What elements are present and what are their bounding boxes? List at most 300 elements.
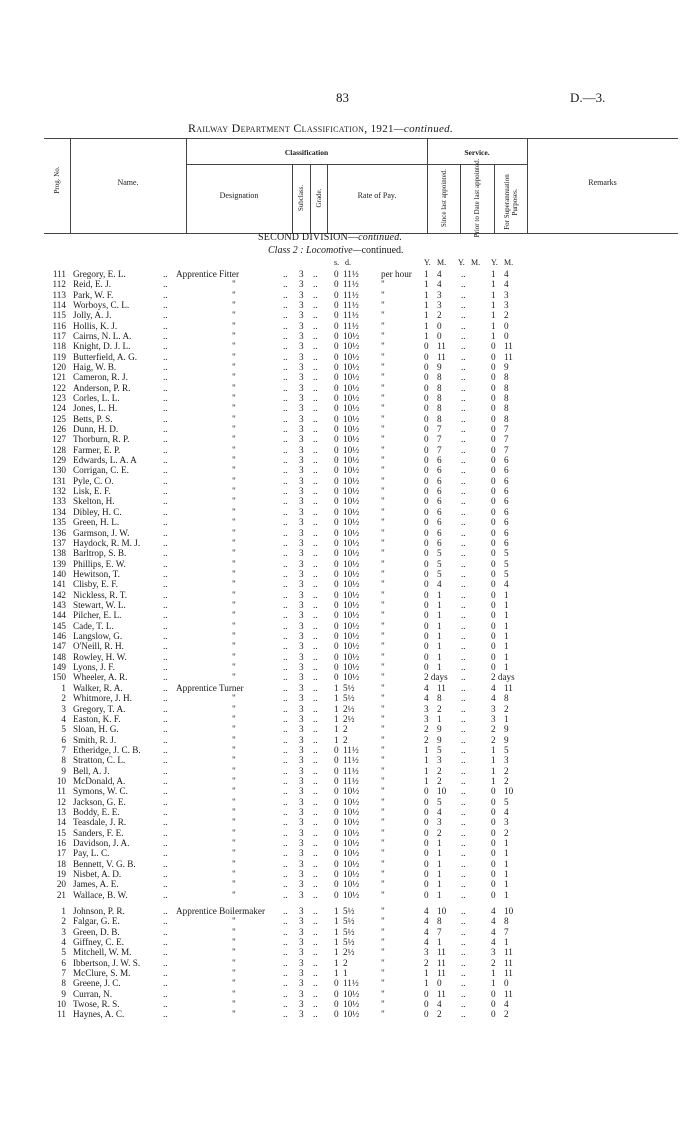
table-row <box>0 517 700 528</box>
designation-ditto: " <box>232 916 236 927</box>
prog-no: 2 <box>61 693 66 704</box>
pay-pence: 10½ <box>343 641 360 652</box>
leader-dots: .. <box>313 527 318 538</box>
subclass: 3 <box>299 351 304 362</box>
pay-unit: " <box>381 506 385 517</box>
super-months: 1 <box>504 599 509 610</box>
prog-no: 10 <box>56 999 66 1010</box>
designation-ditto: " <box>232 999 236 1010</box>
service-months: 6 <box>437 537 442 548</box>
leader-dots: .. <box>283 599 288 610</box>
designation-ditto: " <box>232 926 236 937</box>
leader-dots: .. <box>461 848 466 859</box>
pay-unit: " <box>381 465 385 476</box>
designation-ditto: " <box>232 755 236 766</box>
subclass: 3 <box>299 568 304 579</box>
employee-name: Garmson, J. W. <box>73 527 130 538</box>
service-months: 2 <box>437 776 442 787</box>
pay-unit: " <box>381 683 385 693</box>
service-years: 1 <box>424 331 429 342</box>
designation-ditto: " <box>232 517 236 528</box>
pay-shillings: 0 <box>334 879 339 890</box>
service-months: 9 <box>437 734 442 745</box>
leader-dots: .. <box>283 1009 288 1020</box>
prog-no: 17 <box>56 848 66 859</box>
super-years: 0 <box>491 620 496 631</box>
subclass: 3 <box>299 889 304 900</box>
pay-shillings: 0 <box>334 568 339 579</box>
service-years: 4 <box>424 937 429 948</box>
service-years: 1 <box>424 279 429 290</box>
subclass: 3 <box>299 926 304 937</box>
designation-ditto: " <box>232 289 236 300</box>
pay-unit: " <box>381 331 385 342</box>
leader-dots: .. <box>283 403 288 414</box>
leader-dots: .. <box>283 776 288 787</box>
leader-dots: .. <box>283 434 288 445</box>
table-row <box>0 838 700 849</box>
service-months: 1 <box>437 661 442 672</box>
leader-dots: .. <box>283 745 288 756</box>
designation-ditto: " <box>232 714 236 725</box>
pay-shillings: 0 <box>334 889 339 900</box>
table-row <box>0 797 700 808</box>
service-years: 0 <box>424 568 429 579</box>
prog-no: 116 <box>52 320 66 331</box>
designation-ditto: " <box>232 988 236 999</box>
prog-no: 115 <box>52 310 66 321</box>
pay-pence: 10½ <box>343 889 360 900</box>
super-years: 1 <box>491 978 496 989</box>
leader-dots: .. <box>283 527 288 538</box>
service-years: 4 <box>424 906 429 916</box>
service-months: 0 <box>437 978 442 989</box>
super-months: 6 <box>504 496 509 507</box>
employee-name: Farmer, E. P. <box>73 444 121 455</box>
leader-dots: .. <box>313 968 318 979</box>
employee-name: Bennett, V. G. B. <box>73 858 136 869</box>
designation-ditto: " <box>232 879 236 890</box>
service-years: 0 <box>424 496 429 507</box>
pay-shillings: 0 <box>334 672 339 683</box>
page-number: 83 <box>336 90 349 105</box>
leader-dots: .. <box>163 362 168 373</box>
table-row <box>0 600 700 611</box>
employee-name: Green, D. B. <box>73 926 120 937</box>
pay-pence: 10½ <box>343 661 360 672</box>
prog-no: 118 <box>52 341 66 352</box>
leader-dots: .. <box>461 434 466 445</box>
leader-dots: .. <box>461 610 466 621</box>
pay-unit: " <box>381 838 385 849</box>
leader-dots: .. <box>283 672 288 683</box>
designation-ditto: " <box>232 331 236 342</box>
subclass: 3 <box>299 1009 304 1020</box>
header-remarks: Remarks <box>588 178 617 187</box>
leader-dots: .. <box>461 858 466 869</box>
pay-unit: " <box>381 372 385 383</box>
designation-ditto: " <box>232 537 236 548</box>
super-years: 0 <box>491 599 496 610</box>
employee-name: Twose, R. S. <box>73 999 120 1010</box>
pay-unit: " <box>381 1009 385 1020</box>
service-years: 2 <box>424 957 429 968</box>
super-months: 5 <box>504 548 509 559</box>
leader-dots: .. <box>313 745 318 756</box>
service-years: 0 <box>424 661 429 672</box>
super-years: 0 <box>491 579 496 590</box>
super-months: 2 <box>504 310 509 321</box>
leader-dots: .. <box>163 434 168 445</box>
super-months: 11 <box>504 341 513 352</box>
leader-dots: .. <box>163 999 168 1010</box>
pay-unit: " <box>381 745 385 756</box>
super-months: 6 <box>504 506 509 517</box>
pay-shillings: 1 <box>334 906 339 916</box>
prog-no: 136 <box>52 527 66 538</box>
prog-no: 127 <box>52 434 66 445</box>
super-months: 8 <box>504 382 509 393</box>
designation: Apprentice Boilermaker <box>176 906 266 916</box>
prog-no: 122 <box>52 382 66 393</box>
designation-ditto: " <box>232 475 236 486</box>
pay-shillings: 0 <box>334 269 339 279</box>
leader-dots: .. <box>313 672 318 683</box>
super-months: 9 <box>504 734 509 745</box>
pay-shillings: 1 <box>334 957 339 968</box>
super-months: 11 <box>504 957 513 968</box>
service-years: 1 <box>424 310 429 321</box>
subclass: 3 <box>299 651 304 662</box>
header-grade: Grade. <box>315 188 323 208</box>
pay-unit: " <box>381 382 385 393</box>
leader-dots: .. <box>313 988 318 999</box>
subclass: 3 <box>299 424 304 435</box>
pay-shillings: 1 <box>334 916 339 927</box>
prog-no: 137 <box>52 537 66 548</box>
pay-shillings: 1 <box>334 734 339 745</box>
leader-dots: .. <box>283 838 288 849</box>
leader-dots: .. <box>461 300 466 311</box>
leader-dots: .. <box>313 926 318 937</box>
designation-ditto: " <box>232 651 236 662</box>
service-months: 8 <box>437 693 442 704</box>
pay-shillings: 0 <box>334 776 339 787</box>
super-months: 4 <box>504 999 509 1010</box>
super-months: 1 <box>504 620 509 631</box>
pay-unit: " <box>381 879 385 890</box>
super-years: 2 days <box>491 672 515 683</box>
pay-shillings: 1 <box>334 937 339 948</box>
service-years: 0 <box>424 393 429 404</box>
leader-dots: .. <box>461 724 466 735</box>
pay-shillings: 1 <box>334 724 339 735</box>
super-years: 0 <box>491 827 496 838</box>
prog-no: 111 <box>52 269 66 279</box>
service-months: 1 <box>437 630 442 641</box>
super-months: 11 <box>504 351 513 362</box>
service-years: 0 <box>424 517 429 528</box>
leader-dots: .. <box>461 393 466 404</box>
pay-unit: " <box>381 610 385 621</box>
table-row <box>0 279 700 290</box>
pay-unit: " <box>381 568 385 579</box>
leader-dots: .. <box>313 372 318 383</box>
service-years: 0 <box>424 620 429 631</box>
super-years: 0 <box>491 465 496 476</box>
service-years: 0 <box>424 548 429 559</box>
designation-ditto: " <box>232 341 236 352</box>
pay-unit: " <box>381 599 385 610</box>
pay-unit: " <box>381 310 385 321</box>
employee-name: Walker, R. A. <box>73 683 123 693</box>
designation-ditto: " <box>232 558 236 569</box>
super-months: 1 <box>504 714 509 725</box>
employee-name: Easton, K. F. <box>73 714 121 725</box>
leader-dots: .. <box>313 807 318 818</box>
designation-ditto: " <box>232 848 236 859</box>
pay-unit: " <box>381 413 385 424</box>
employee-name: Cameron, R. J. <box>73 372 128 383</box>
pay-shillings: 0 <box>334 362 339 373</box>
super-years: 0 <box>491 486 496 497</box>
prog-no: 6 <box>61 734 66 745</box>
leader-dots: .. <box>163 734 168 745</box>
pay-pence: 5½ <box>343 683 355 693</box>
leader-dots: .. <box>461 703 466 714</box>
service-years: 0 <box>424 444 429 455</box>
subclass: 3 <box>299 937 304 948</box>
subclass: 3 <box>299 906 304 916</box>
leader-dots: .. <box>313 693 318 704</box>
leader-dots: .. <box>313 869 318 880</box>
designation-ditto: " <box>232 351 236 362</box>
pay-pence: 10½ <box>343 1009 360 1020</box>
employee-name: Nickless, R. T. <box>73 589 128 600</box>
super-months: 6 <box>504 486 509 497</box>
prog-no: 120 <box>52 362 66 373</box>
super-years: 0 <box>491 858 496 869</box>
leader-dots: .. <box>283 558 288 569</box>
subclass: 3 <box>299 444 304 455</box>
super-months: 3 <box>504 300 509 311</box>
employee-name: Gregory, T. A. <box>73 703 126 714</box>
leader-dots: .. <box>313 475 318 486</box>
super-months: 6 <box>504 475 509 486</box>
subclass: 3 <box>299 988 304 999</box>
leader-dots: .. <box>461 548 466 559</box>
employee-name: Ibbertson, J. W. S. <box>73 957 141 968</box>
pay-unit: " <box>381 755 385 766</box>
leader-dots: .. <box>163 807 168 818</box>
leader-dots: .. <box>163 858 168 869</box>
super-years: 0 <box>491 610 496 621</box>
pay-shillings: 1 <box>334 703 339 714</box>
leader-dots: .. <box>313 465 318 476</box>
leader-dots: .. <box>461 506 466 517</box>
pay-pence: 10½ <box>343 424 360 435</box>
prog-no: 150 <box>52 672 66 683</box>
super-years: 1 <box>491 320 496 331</box>
pay-pence: 10½ <box>343 548 360 559</box>
pay-unit: " <box>381 786 385 797</box>
pay-pence: 2 <box>343 724 348 735</box>
pay-shillings: 0 <box>334 869 339 880</box>
pay-unit: " <box>381 703 385 714</box>
designation-ditto: " <box>232 693 236 704</box>
leader-dots: .. <box>163 776 168 787</box>
designation-ditto: " <box>232 403 236 414</box>
table-row <box>0 641 700 652</box>
leader-dots: .. <box>283 320 288 331</box>
leader-dots: .. <box>461 630 466 641</box>
pay-unit: " <box>381 537 385 548</box>
leader-dots: .. <box>461 475 466 486</box>
employee-name: Lisk, E. F. <box>73 486 111 497</box>
pay-shillings: 0 <box>334 745 339 756</box>
service-months: 10 <box>437 906 447 916</box>
prog-no: 3 <box>61 703 66 714</box>
pay-shillings: 0 <box>334 341 339 352</box>
leader-dots: .. <box>283 269 288 279</box>
subclass: 3 <box>299 610 304 621</box>
table-row <box>0 507 700 518</box>
service-months: 6 <box>437 517 442 528</box>
pay-unit: " <box>381 796 385 807</box>
leader-dots: .. <box>461 999 466 1010</box>
employee-name: Langslow, G. <box>73 630 123 641</box>
leader-dots: .. <box>313 289 318 300</box>
designation-ditto: " <box>232 382 236 393</box>
leader-dots: .. <box>313 937 318 948</box>
super-months: 2 <box>504 703 509 714</box>
leader-dots: .. <box>313 403 318 414</box>
leader-dots: .. <box>461 568 466 579</box>
subclass: 3 <box>299 755 304 766</box>
subclass: 3 <box>299 558 304 569</box>
service-years: 1 <box>424 968 429 979</box>
leader-dots: .. <box>461 937 466 948</box>
subclass: 3 <box>299 817 304 828</box>
leader-dots: .. <box>283 879 288 890</box>
leader-dots: .. <box>461 869 466 880</box>
pay-unit: " <box>381 889 385 900</box>
subclass: 3 <box>299 999 304 1010</box>
super-years: 1 <box>491 310 496 321</box>
leader-dots: .. <box>283 444 288 455</box>
pay-unit: " <box>381 393 385 404</box>
leader-dots: .. <box>283 289 288 300</box>
pay-shillings: 0 <box>334 765 339 776</box>
subclass: 3 <box>299 947 304 958</box>
designation-ditto: " <box>232 424 236 435</box>
leader-dots: .. <box>163 755 168 766</box>
subclass: 3 <box>299 957 304 968</box>
leader-dots: .. <box>283 869 288 880</box>
super-months: 4 <box>504 269 509 279</box>
leader-dots: .. <box>461 916 466 927</box>
pay-unit: " <box>381 641 385 652</box>
table-row <box>0 999 700 1010</box>
leader-dots: .. <box>461 269 466 279</box>
designation-ditto: " <box>232 372 236 383</box>
super-months: 1 <box>504 661 509 672</box>
super-months: 0 <box>504 978 509 989</box>
service-months: 1 <box>437 879 442 890</box>
pay-shillings: 0 <box>334 1009 339 1020</box>
pay-pence: 10½ <box>343 506 360 517</box>
super-years: 1 <box>491 269 496 279</box>
leader-dots: .. <box>283 630 288 641</box>
service-years: 1 <box>424 978 429 989</box>
pay-pence: 11½ <box>343 279 359 290</box>
employee-name: Pilcher, E. L. <box>73 610 122 621</box>
employee-name: Wallace, B. W. <box>73 889 128 900</box>
leader-dots: .. <box>163 496 168 507</box>
service-years: 0 <box>424 817 429 828</box>
leader-dots: .. <box>461 745 466 756</box>
employee-name: Bell, A. J. <box>73 765 110 776</box>
pay-shillings: 0 <box>334 465 339 476</box>
leader-dots: .. <box>283 589 288 600</box>
leader-dots: .. <box>283 714 288 725</box>
super-months: 1 <box>504 630 509 641</box>
table-row <box>0 538 700 549</box>
table-row <box>0 745 700 756</box>
leader-dots: .. <box>313 393 318 404</box>
service-months: 9 <box>437 724 442 735</box>
pay-shillings: 0 <box>334 786 339 797</box>
employee-name: McClure, S. M. <box>73 968 131 979</box>
pay-pence: 10½ <box>343 869 360 880</box>
pay-pence: 2½ <box>343 947 355 958</box>
leader-dots: .. <box>283 988 288 999</box>
subclass: 3 <box>299 879 304 890</box>
leader-dots: .. <box>283 568 288 579</box>
leader-dots: .. <box>461 382 466 393</box>
leader-dots: .. <box>313 957 318 968</box>
super-years: 0 <box>491 1009 496 1020</box>
pay-shillings: 0 <box>334 444 339 455</box>
leader-dots: .. <box>163 382 168 393</box>
prog-no: 145 <box>52 620 66 631</box>
employee-name: Haydock, R. M. J. <box>73 537 141 548</box>
pay-pence: 10½ <box>343 579 360 590</box>
pay-pence: 10½ <box>343 817 360 828</box>
service-months: 5 <box>437 558 442 569</box>
leader-dots: .. <box>283 372 288 383</box>
super-years: 0 <box>491 372 496 383</box>
service-years: 2 <box>424 734 429 745</box>
leader-dots: .. <box>461 734 466 745</box>
pay-unit: " <box>381 916 385 927</box>
subclass: 3 <box>299 455 304 466</box>
table-row <box>0 704 700 715</box>
unit-years-1: Y. <box>424 258 431 267</box>
employee-name: Worboys, C. L. <box>73 300 130 311</box>
super-years: 0 <box>491 537 496 548</box>
employee-name: Mitchell, W. M. <box>73 947 132 958</box>
pay-pence: 10½ <box>343 413 360 424</box>
pay-shillings: 0 <box>334 382 339 393</box>
prog-no: 133 <box>52 496 66 507</box>
super-months: 1 <box>504 858 509 869</box>
pay-shillings: 0 <box>334 610 339 621</box>
pay-pence: 10½ <box>343 999 360 1010</box>
leader-dots: .. <box>283 937 288 948</box>
leader-dots: .. <box>283 661 288 672</box>
super-months: 8 <box>504 413 509 424</box>
